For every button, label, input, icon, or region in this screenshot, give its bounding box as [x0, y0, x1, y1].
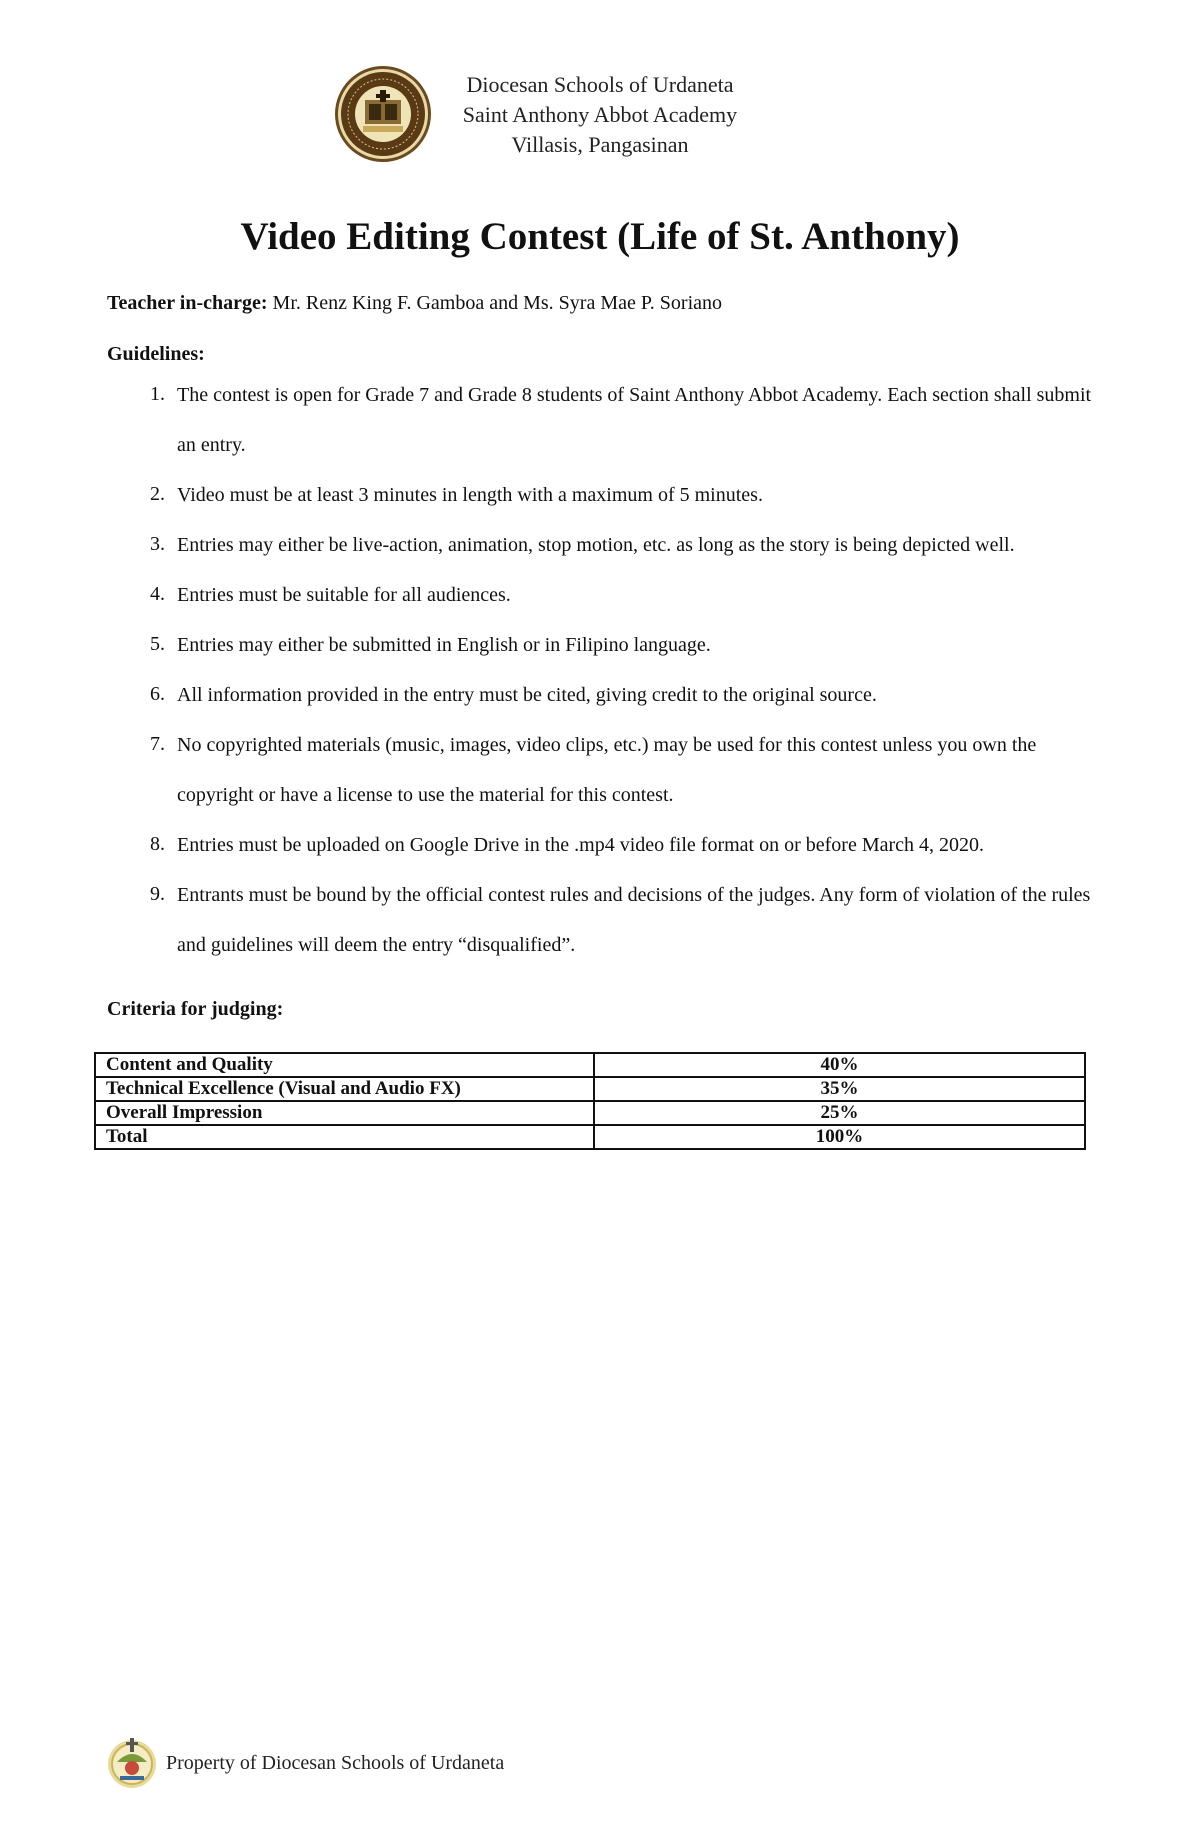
- guidelines-heading: Guidelines:: [107, 343, 205, 365]
- list-item-number: 6.: [150, 683, 165, 705]
- criterion-weight: 25%: [594, 1101, 1085, 1125]
- list-item-text: The contest is open for Grade 7 and Grade 8 students of Saint Anthony Abbot Academy. Each section shall submit an entry.: [177, 384, 1092, 456]
- table-row: [95, 1101, 1085, 1125]
- diocese-name: Diocesan Schools of Urdaneta: [466, 72, 734, 97]
- list-item-number: 4.: [150, 583, 165, 605]
- list-item-text: Entrants must be bound by the official contest rules and decisions of the judges. Any form of violation of the rules and guidelines will deem the entry “disqualified”.: [177, 884, 1091, 956]
- list-item-text: Entries must be suitable for all audiences.: [177, 584, 511, 606]
- list-item-text: All information provided in the entry must be cited, giving credit to the original source.: [177, 684, 877, 706]
- list-item-number: 2.: [150, 483, 165, 505]
- criteria-table: [94, 1052, 1086, 1150]
- table-row: [95, 1053, 1085, 1077]
- teacher-label: Teacher in-charge:: [107, 292, 268, 314]
- footer-property-note: Property of Diocesan Schools of Urdaneta: [166, 1752, 505, 1774]
- table-row: [95, 1077, 1085, 1101]
- list-item-number: 9.: [150, 883, 165, 905]
- list-item-number: 1.: [150, 383, 165, 405]
- school-location: Villasis, Pangasinan: [511, 132, 689, 157]
- criteria-heading: Criteria for judging:: [107, 998, 284, 1020]
- list-item-text: No copyrighted materials (music, images, video clips, etc.) may be used for this contest unless you own the copyright or have a license to use the material for this contest.: [177, 734, 1037, 806]
- criterion-name: Technical Excellence (Visual and Audio FX): [95, 1077, 594, 1101]
- list-item-number: 5.: [150, 633, 165, 655]
- teacher-in-charge: [107, 292, 722, 315]
- list-item-number: 8.: [150, 833, 165, 855]
- criterion-name: Overall Impression: [95, 1101, 594, 1125]
- school-seal-logo: [333, 64, 433, 164]
- list-item-text: Entries may either be submitted in English or in Filipino language.: [177, 634, 711, 656]
- diocese-logo: [103, 1732, 161, 1792]
- table-row: [95, 1125, 1085, 1149]
- list-item-text: Video must be at least 3 minutes in length with a maximum of 5 minutes.: [177, 484, 763, 506]
- list-item-text: Entries may either be live-action, animation, stop motion, etc. as long as the story is being depicted well.: [177, 534, 1015, 556]
- criterion-weight: 40%: [594, 1053, 1085, 1077]
- criterion-weight: 35%: [594, 1077, 1085, 1101]
- list-item-number: 3.: [150, 533, 165, 555]
- teacher-names: Mr. Renz King F. Gamboa and Ms. Syra Mae P. Soriano: [272, 292, 723, 314]
- document-title: Video Editing Contest (Life of St. Anthony): [240, 215, 960, 258]
- criterion-weight: 100%: [594, 1125, 1085, 1149]
- criterion-name: Total: [95, 1125, 594, 1149]
- school-header: [440, 70, 760, 160]
- list-item-number: 7.: [150, 733, 165, 755]
- list-item-text: Entries must be uploaded on Google Drive in the .mp4 video file format on or before March 4, 2020.: [177, 834, 985, 856]
- criterion-name: Content and Quality: [95, 1053, 594, 1077]
- school-name: Saint Anthony Abbot Academy: [462, 102, 738, 127]
